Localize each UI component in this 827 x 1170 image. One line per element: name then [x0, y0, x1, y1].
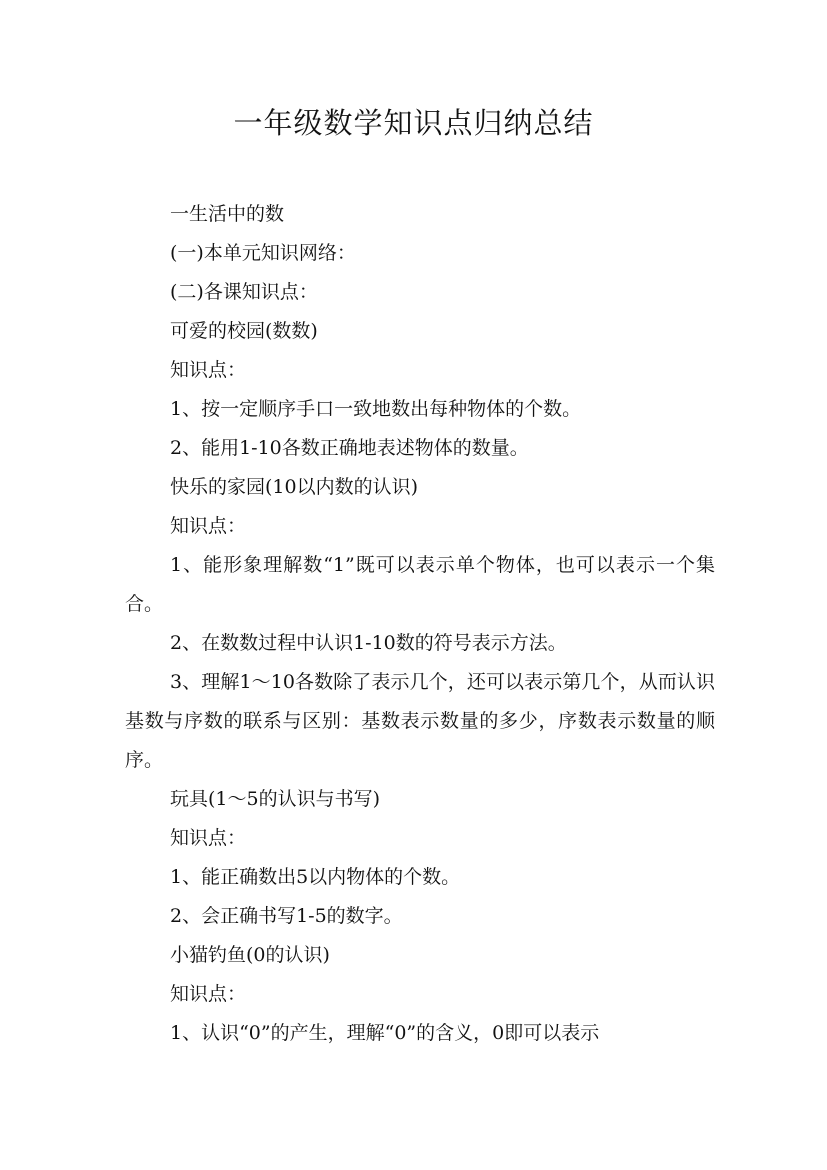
- section-heading: 一生活中的数: [170, 203, 285, 225]
- knowledge-label: 知识点：: [170, 515, 247, 537]
- document-title: 一年级数学知识点归纳总结: [233, 106, 594, 140]
- knowledge-item: 2、能用1-10各数正确地表述物体的数量。: [170, 437, 529, 459]
- knowledge-label: 知识点：: [170, 983, 247, 1005]
- subsection-heading: (二)各课知识点：: [170, 281, 318, 303]
- knowledge-label: 知识点：: [170, 359, 247, 381]
- lesson-title: 小猫钓鱼(0的认识): [170, 944, 330, 966]
- knowledge-item: 3、理解1～10各数除了表示几个，还可以表示第几个，从而认识基数与序数的联系与区别：基数表示数量的多少，序数表示数量的顺序。: [125, 671, 715, 771]
- knowledge-item: 1、按一定顺序手口一致地数出每种物体的个数。: [170, 398, 582, 420]
- knowledge-item: 1、能正确数出5以内物体的个数。: [170, 866, 461, 888]
- knowledge-item: 1、能形象理解数“1”既可以表示单个物体，也可以表示一个集合。: [125, 554, 715, 615]
- lesson-title: 可爱的校园(数数): [170, 320, 318, 342]
- knowledge-item: 2、会正确书写1-5的数字。: [170, 905, 403, 927]
- lesson-title: 快乐的家园(10以内数的认识): [170, 476, 419, 498]
- knowledge-item: 1、认识“0”的产生，理解“0”的含义，0即可以表示: [170, 1022, 600, 1044]
- lesson-title: 玩具(1～5的认识与书写): [170, 788, 381, 810]
- knowledge-label: 知识点：: [170, 827, 247, 849]
- document-body: [125, 195, 715, 1053]
- subsection-heading: (一)本单元知识网络：: [170, 242, 356, 264]
- knowledge-item: 2、在数数过程中认识1-10数的符号表示方法。: [170, 632, 567, 654]
